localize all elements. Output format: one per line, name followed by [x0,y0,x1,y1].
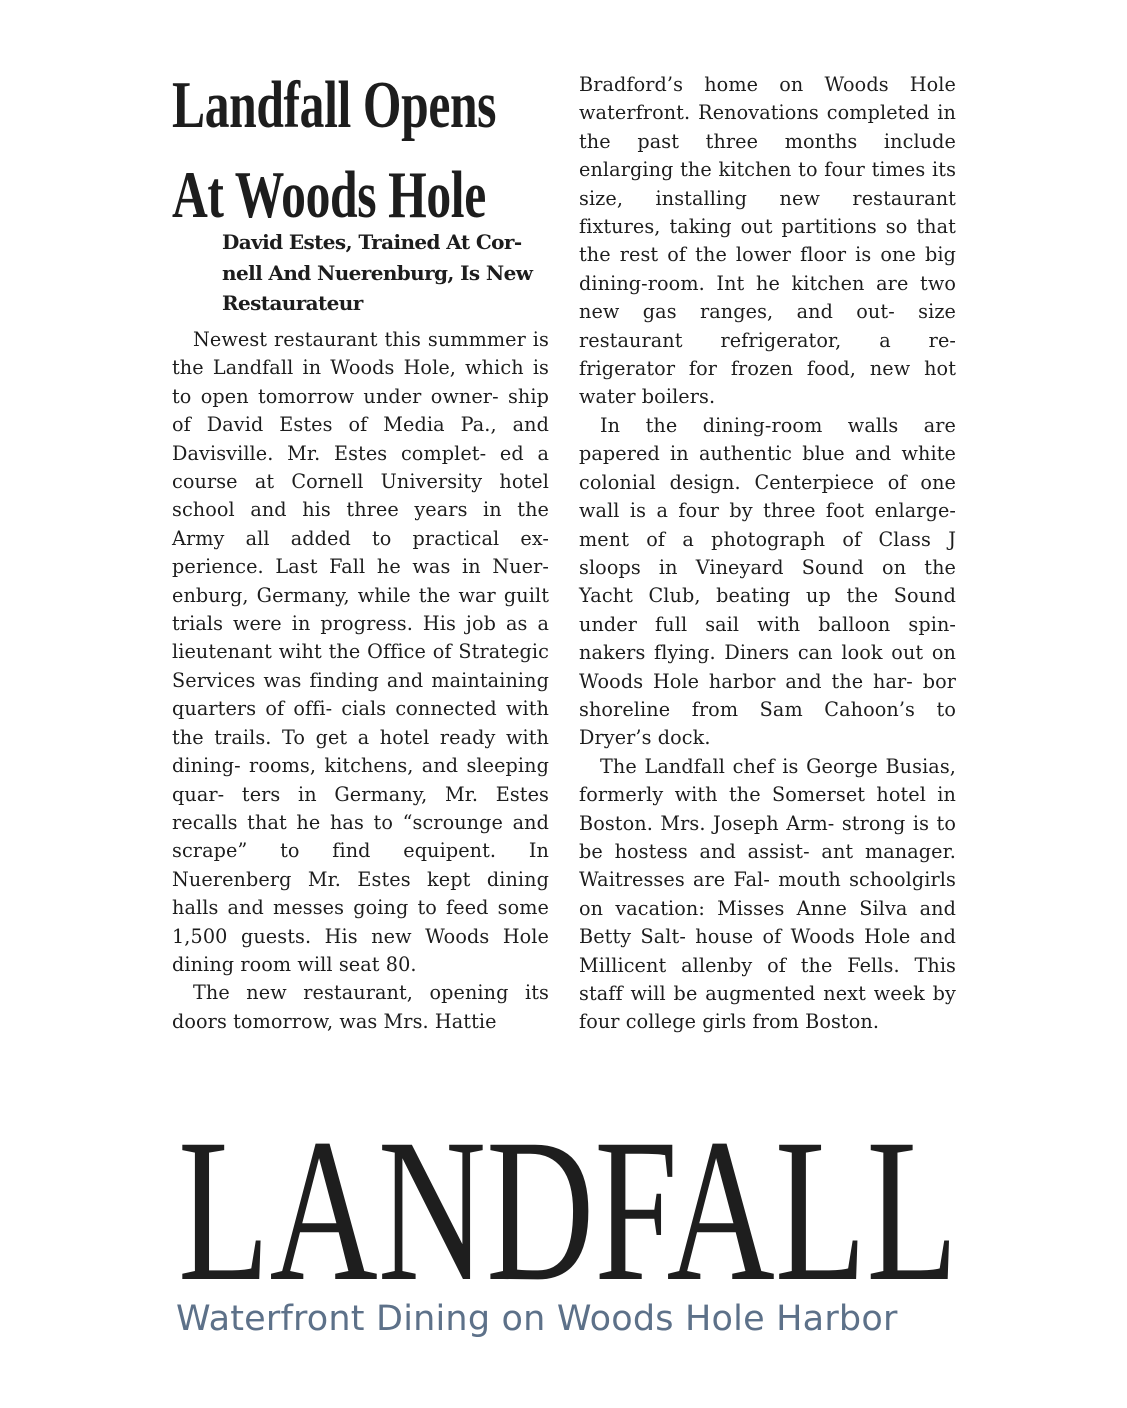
article-line: mouth schoolgirls on vacation: [579,868,956,920]
article-line: and Davisville. Mr. Estes complet- [172,413,549,465]
article-line: of Strategic Services was finding [172,640,550,692]
article-line: enburg, Germany, while the war [172,583,496,607]
landfall-logo [172,1113,962,1288]
subheadline [222,227,552,319]
article-line: Bradford’s home on Woods Hole [579,73,956,96]
article-line: the Army all added to practical ex- [172,498,549,550]
article-line: get a hotel ready with dining- [172,725,550,778]
article-line: ters in Germany, Mr. Estes recalls [172,782,549,834]
article-line: frigerator for frozen food, new hot [579,357,956,381]
article-line: on Woods Hole harbor and the har- [579,641,956,693]
subhead-line-1: David Estes, Trained At Cor- [222,230,522,254]
article-line: size restaurant refrigerator, a re- [579,300,956,352]
paragraph-3 [579,71,956,412]
article-line: Newest restaurant this summmer is [193,328,549,351]
article-column-left [172,326,549,1036]
article-line: The Landfall chef is George [600,754,878,778]
article-line: under full sail with balloon spin- [579,612,956,636]
article-line: ship of David Estes of Media Pa., [172,384,549,437]
article-line: bor shoreline from Sam Cahoon’s [579,669,957,721]
paragraph-5 [579,753,956,1037]
article-column-right [579,71,956,1037]
article-line: nakers flying. Diners can look out [579,641,924,665]
article-line: ant manager. Waitresses are Fal- [579,839,956,892]
article-line: colonial design. Centerpiece of one [579,470,956,494]
article-line: and maintaining quarters of offi- [172,668,549,721]
article-line: Busias, formerly with the Somerset [579,754,956,807]
article-line: Nuerenberg Mr. Estes kept dining [172,867,549,891]
article-line: In the dining-room walls are [600,413,956,437]
article-line: doors tomorrow, was Mrs. Hattie [172,1009,497,1033]
article-line: that the rest of the lower floor is [579,215,956,267]
logo-wordmark: LANDFALL [178,1113,958,1288]
headline-line-1: Landfall Opens [172,68,497,142]
paragraph-1 [172,326,549,979]
subhead-line-3: Restaurateur [222,291,363,315]
subhead-line-2: nell And Nuerenburg, Is New [222,260,533,285]
article-line: papered in authentic blue and white [579,442,956,466]
article-line: house of Woods Hole and Millicent [579,925,956,977]
article-line: sloops in Vineyard Sound on the [579,555,956,579]
paragraph-2 [172,979,549,1036]
article-line: guilt trials were in progress. His [172,583,549,636]
article-line: 1,500 guests. His new Woods Hole [172,924,549,948]
article-line: perience. Last Fall he was in Nuer- [172,555,549,579]
article-line: water boilers. [579,385,716,409]
article-line: enlarging the kitchen to four times [579,158,926,182]
article-line: allenby of the Fells. This staff [579,953,956,1005]
paragraph-4 [579,412,956,753]
article-line: one big dining-room. Int he kitchen [579,243,956,295]
article-line: rooms, kitchens, and sleeping quar- [172,754,549,806]
article-line: ed a course at Cornell University [172,441,550,494]
article-line: four college girls from Boston. [579,1010,880,1034]
article-line: wall is a four by three foot enlarge- [579,499,956,523]
article-line: will be augmented next week by [630,982,956,1005]
article-line: job as a lieutenant wiht the Office [172,612,550,664]
article-line: is to open tomorrow under owner- [172,356,549,408]
headline-line-2: At Woods Hole [172,158,486,232]
article-line: Yacht Club, beating up the Sound [579,584,956,608]
article-line: cials connected with the trails. To [172,697,549,749]
article-line: that he has to “scrounge and [247,810,549,834]
article-line: to Dryer’s dock. [579,697,956,750]
article-line: ment of a photograph of Class J [579,527,956,551]
article-line: scrape” to find equipent. In [172,839,549,863]
article-line: waterfront. Renovations completed [579,101,930,125]
article-line: halls and messes going to feed some [172,896,549,920]
article-line: The new restaurant, opening its [193,981,549,1005]
article-line: dining room will seat 80. [172,952,417,976]
article-line: strong is to be hostess and assist- [579,811,956,863]
article-line: the Landfall in Woods Hole, which [172,356,524,380]
article-line: its size, installing new restaurant [579,158,957,210]
article-line: hotel in Boston. Mrs. Joseph Arm- [579,783,956,835]
logo-tagline: Waterfront Dining on Woods Hole Harbor [176,1299,898,1339]
article-line: in the past three months include [579,101,956,153]
article-line: Misses Anne Silva and Betty Salt- [579,896,957,949]
article-line: fixtures, taking out partitions so [579,215,908,239]
article-line: are two new gas ranges, and out- [579,271,957,324]
article-line: hotel school and his three years in [172,470,549,522]
headline [172,60,497,240]
